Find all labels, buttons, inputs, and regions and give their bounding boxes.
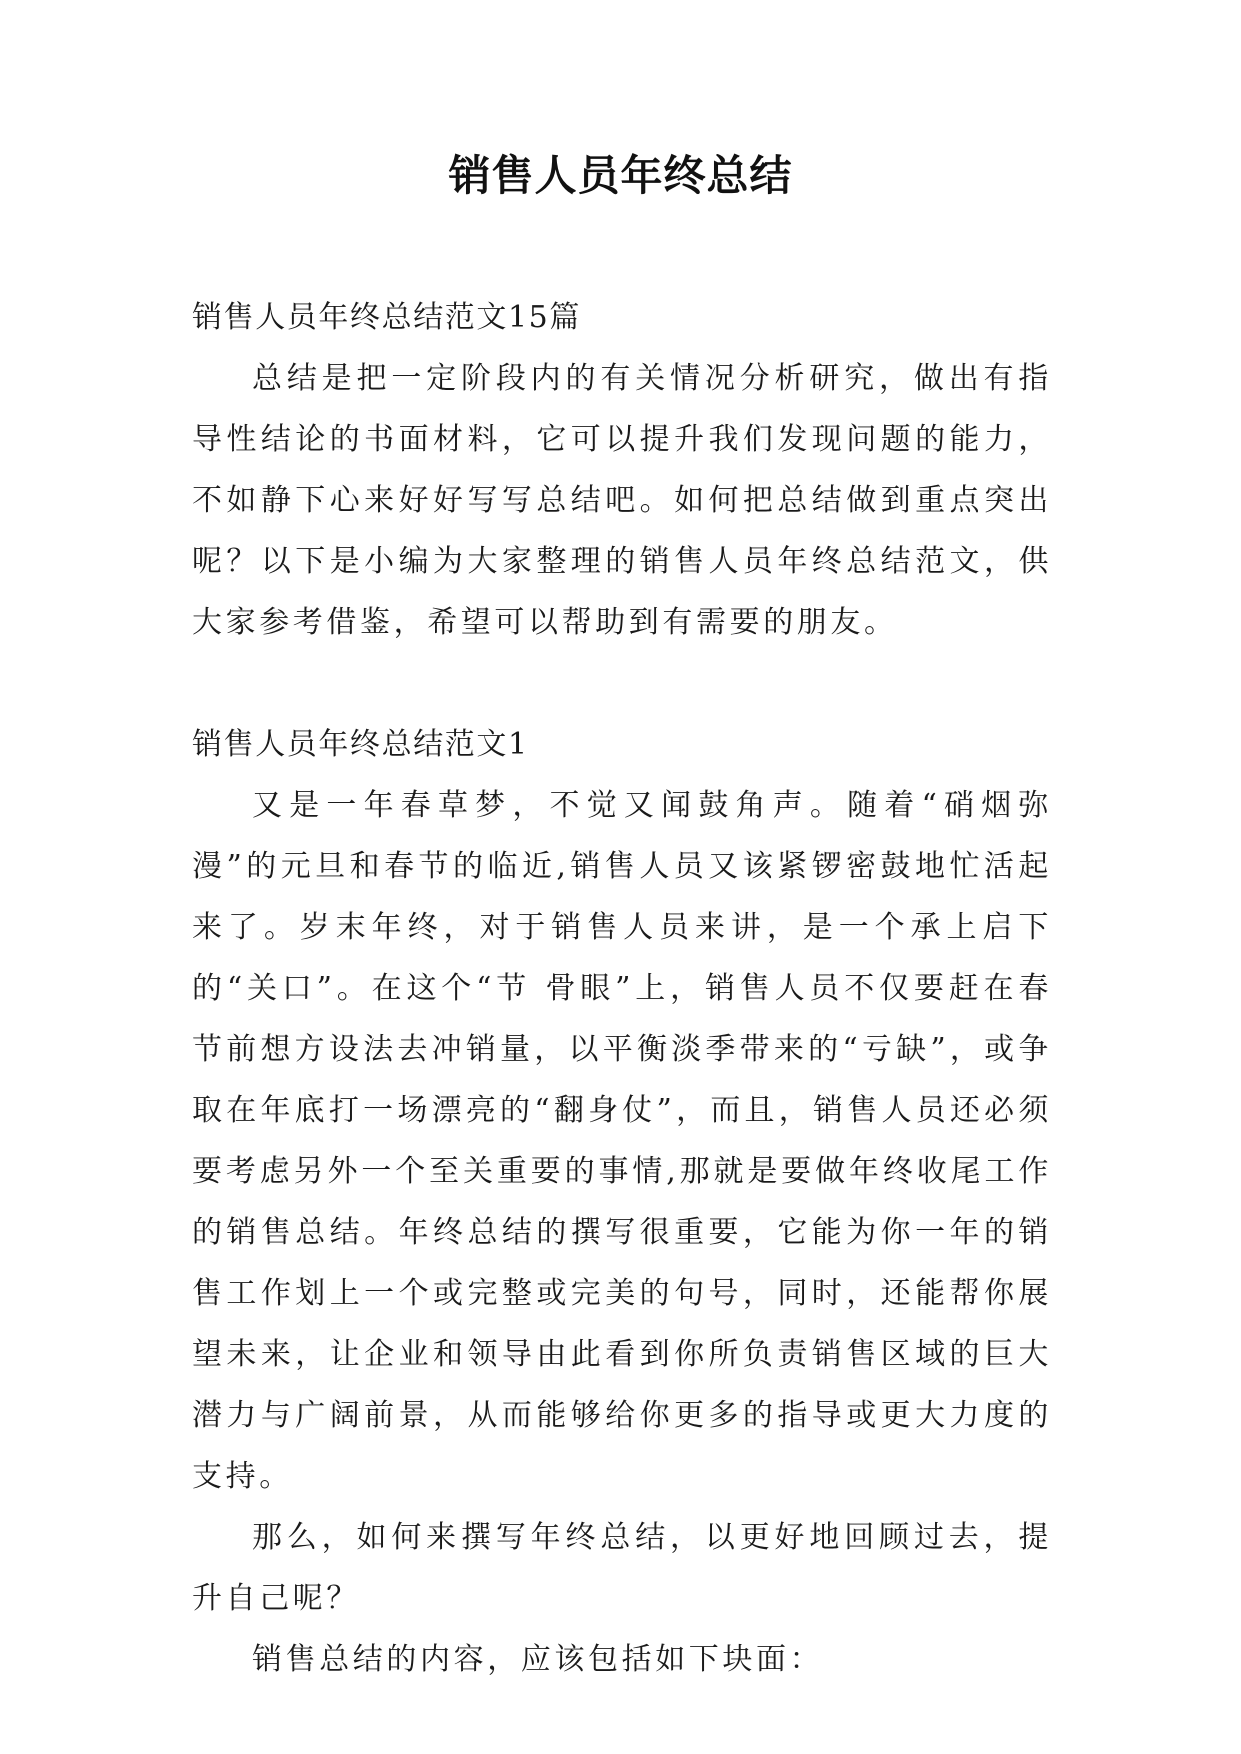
section-gap [192, 653, 1052, 714]
section-heading: 销售人员年终总结范文1 [192, 727, 529, 762]
document-title: 销售人员年终总结 [448, 151, 793, 200]
intro-paragraph: 总结是把一定阶段内的有关情况分析研究，做出有指导性结论的书面材料，它可以提升我们发现问题的能力，不如静下心来好好写写总结吧。如何把总结做到重点突出呢？以下是小编为大家整理的销售人员年终总结范文，供大家参考借鉴，希望可以帮助到有需要的朋友。 [192, 361, 1052, 640]
subtitle: 销售人员年终总结范文15篇 [192, 300, 581, 335]
body-paragraph: 那么，如何来撰写年终总结，以更好地回顾过去，提升自己呢？ [192, 1520, 1052, 1616]
body-paragraph: 销售总结的内容，应该包括如下块面： [252, 1642, 824, 1677]
body-paragraph: 又是一年春草梦，不觉又闻鼓角声。随着“硝烟弥漫”的元旦和春节的临近,销售人员又该紧锣密鼓地忙活起来了。岁末年终，对于销售人员来讲，是一个承上启下的“关口”。在这个“节 骨眼”上，销售人员不仅要赶在春节前想方设法去冲销量，以平衡淡季带来的“亏缺”，或争取在年底打一场漂亮的“翻身仗”，而且，销售人员还必须要考虑另外一个至关重要的事情,那就是要做年终收尾工作的销售总结。年终总结的撰写很重要，它能为你一年的销售工作划上一个或完整或完美的句号，同时，还能帮你展望未来，让企业和领导由此看到你所负责销售区域的巨大潜力与广阔前景，从而能够给你更多的指导或更大力度的支持。 [192, 788, 1052, 1494]
document-body [192, 287, 1052, 1690]
